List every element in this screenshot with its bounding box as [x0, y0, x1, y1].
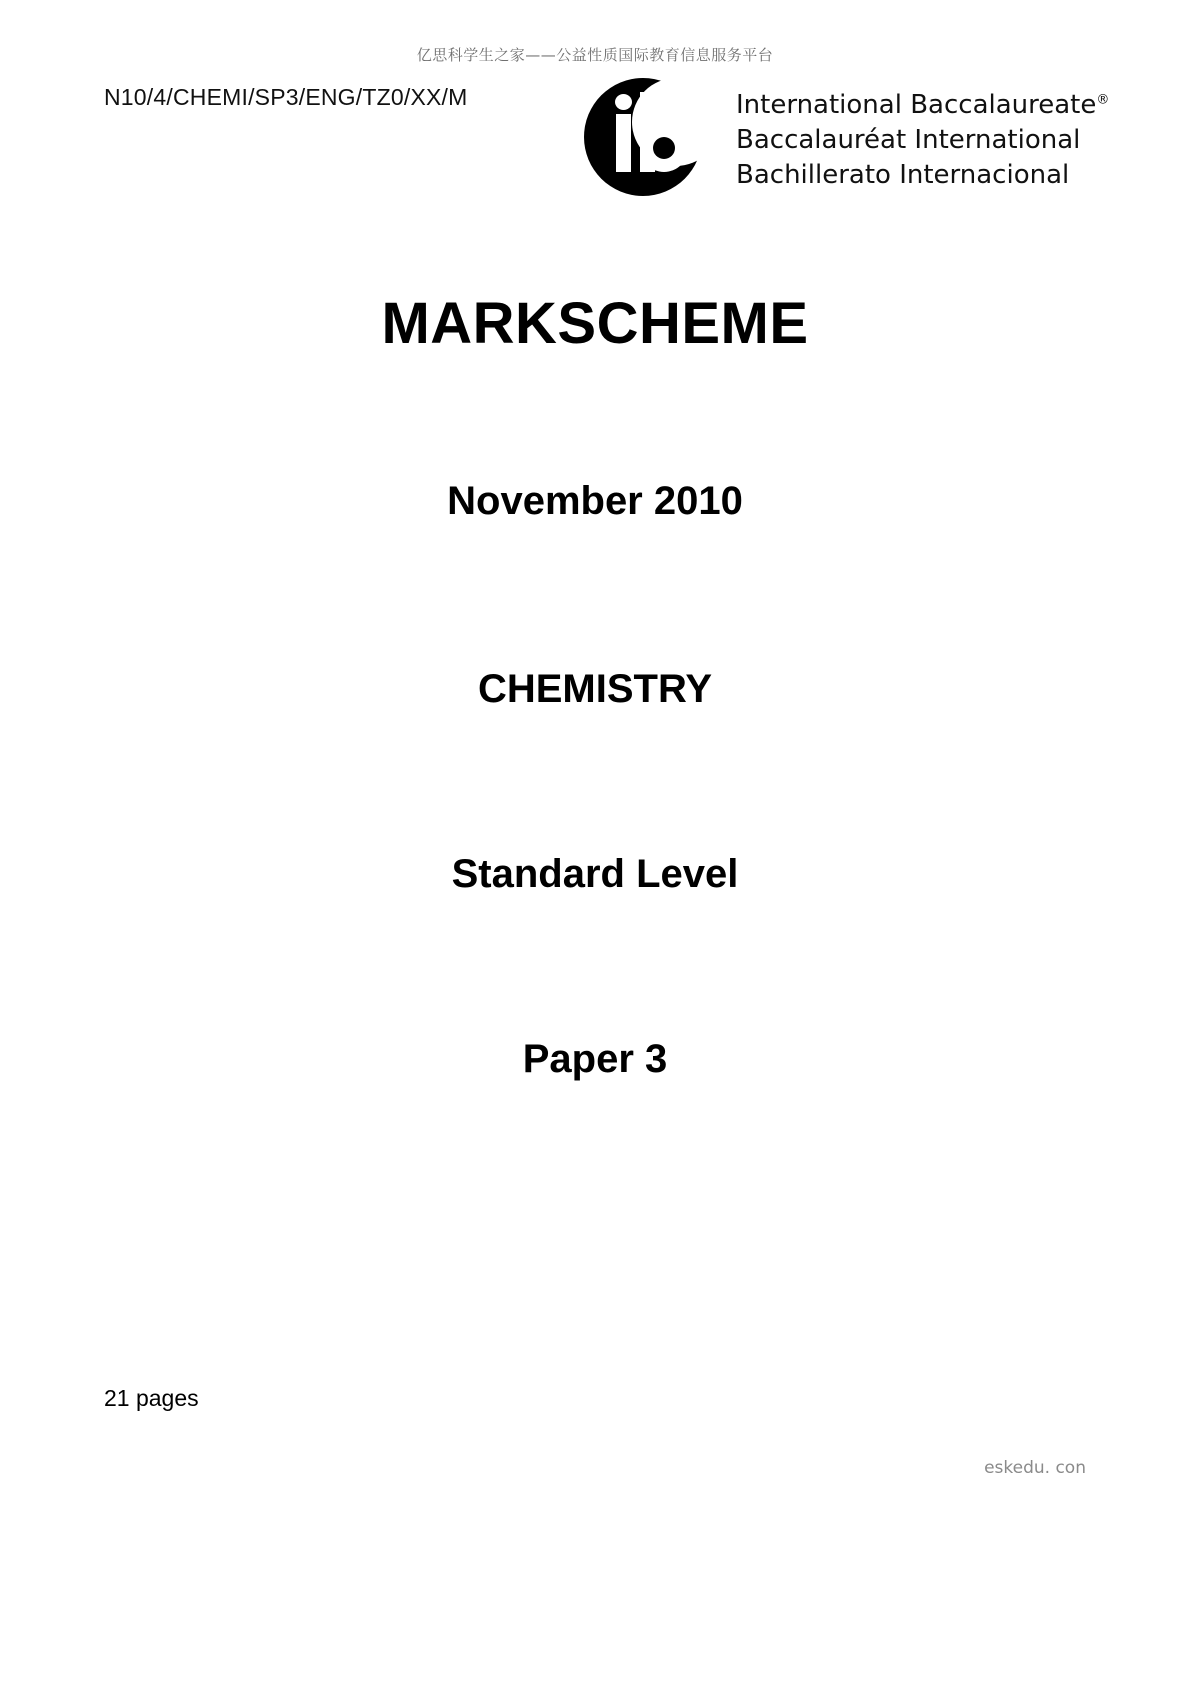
ib-logo-icon	[576, 68, 712, 204]
ib-name-english: International Baccalaureate	[736, 90, 1097, 120]
exam-session: November 2010	[447, 479, 743, 523]
chinese-banner-text: 亿思科学生之家——公益性质国际教育信息服务平台	[416, 46, 774, 64]
page-title: MARKSCHEME	[381, 291, 809, 356]
site-watermark: eskedu. con	[984, 1458, 1086, 1478]
subject-name: CHEMISTRY	[477, 667, 713, 711]
title-block	[0, 290, 1190, 1082]
ib-name-spanish: Bachillerato Internacional	[736, 160, 1070, 191]
page-count: 21 pages	[104, 1385, 199, 1411]
course-level: Standard Level	[451, 852, 739, 896]
exam-code: N10/4/CHEMI/SP3/ENG/TZ0/XX/M	[104, 84, 468, 110]
ib-logo-wordmark	[736, 68, 1109, 193]
paper-number: Paper 3	[522, 1037, 668, 1081]
ib-name-french: Baccalauréat International	[736, 125, 1081, 156]
ib-logo-block	[576, 68, 1109, 204]
registered-mark: ®	[1096, 92, 1110, 108]
